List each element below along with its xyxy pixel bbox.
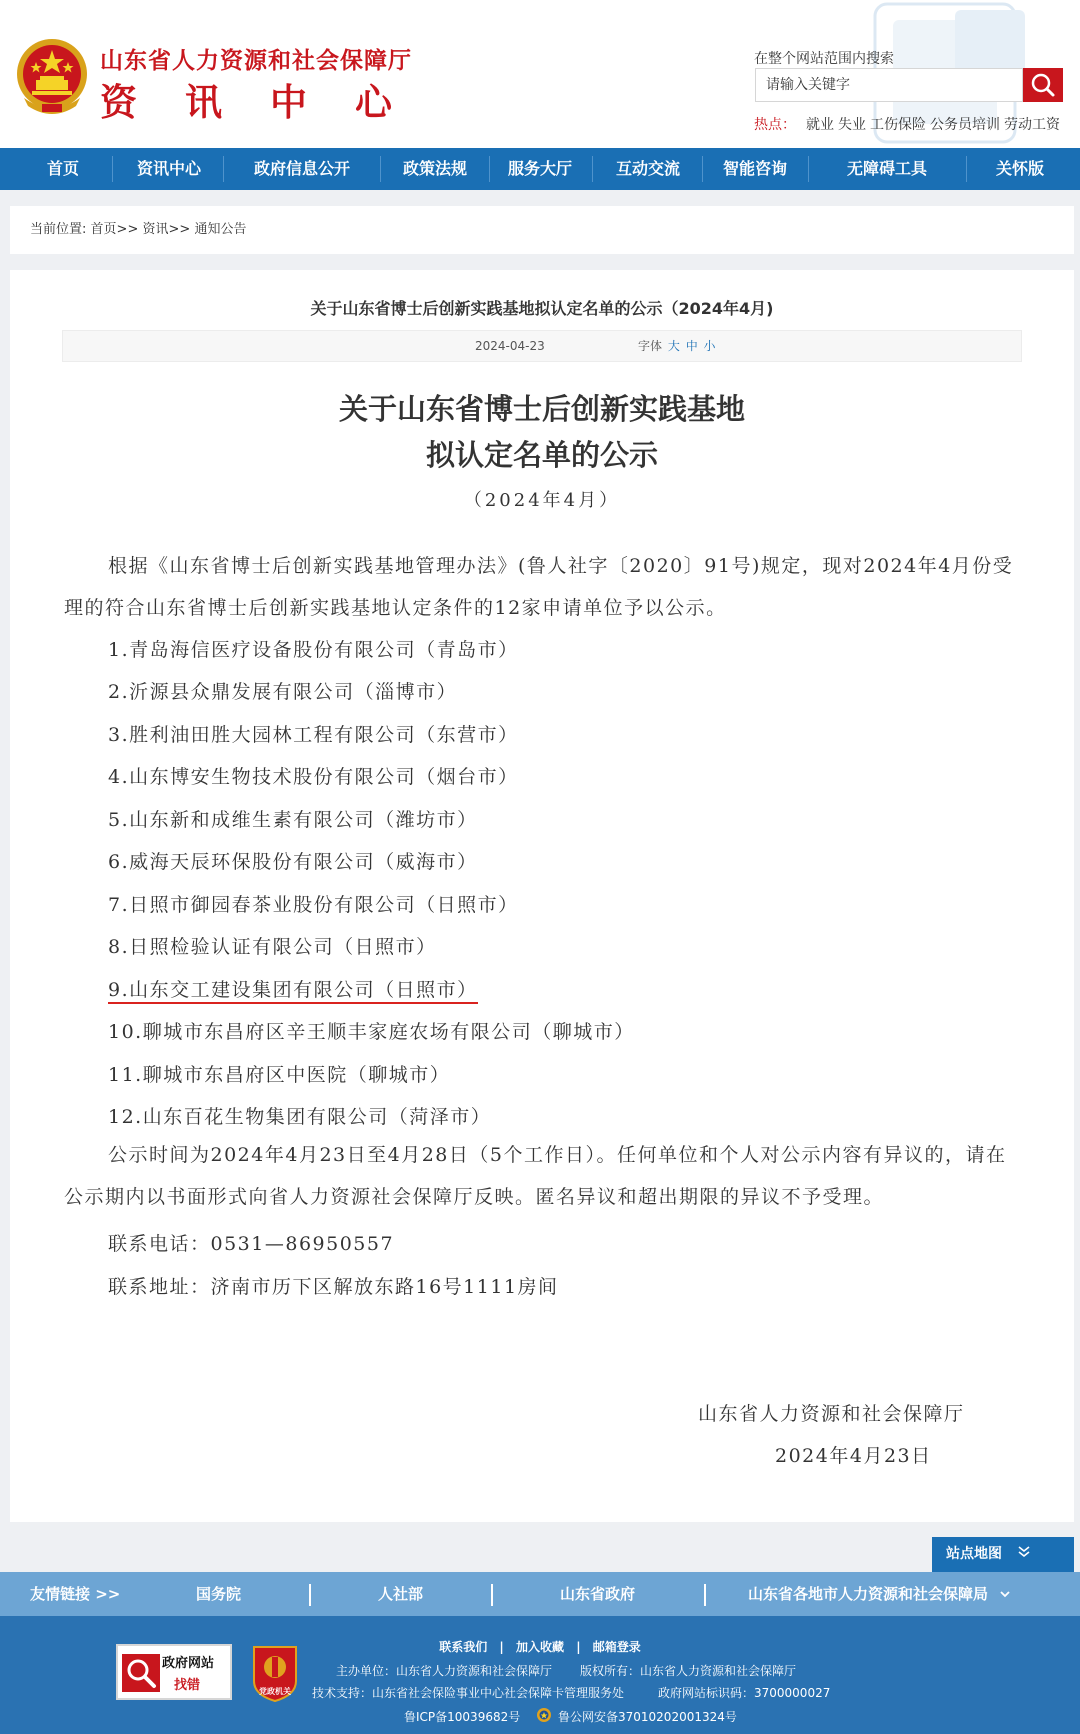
article-title-line: 拟认定名单的公示 — [425, 438, 658, 472]
nav-gov-info[interactable]: 政府信息公开 — [253, 159, 350, 178]
intro-paragraph: 根据《山东省博士后创新实践基地管理办法》(鲁人社字〔2020〕91号)规定，现对2024年4月份受理的符合山东省博士后创新实践基地认定条件的12家申请单位予以公示。 — [64, 555, 1014, 619]
nav-divider — [380, 156, 381, 182]
nav-divider — [808, 156, 809, 182]
footer-host: 主办单位：山东省人力资源和社会保障厅 — [336, 1664, 553, 1678]
hot-keyword-link[interactable]: 工伤保险 — [870, 117, 926, 133]
footer-site-id: 政府网站标识码：3700000027 — [658, 1686, 831, 1700]
footer-copyright: 版权所有：山东省人力资源和社会保障厅 — [580, 1664, 797, 1678]
company-list-item: 2.沂源县众鼎发展有限公司（淄博市） — [108, 681, 458, 703]
party-gov-badge[interactable] — [248, 1643, 302, 1703]
link-shandong-gov[interactable]: 山东省政府 — [560, 1585, 636, 1603]
search-button[interactable] — [1023, 68, 1063, 102]
footer-icp[interactable]: 鲁ICP备10039682号 — [404, 1710, 521, 1724]
company-list-item: 8.日照检验认证有限公司（日照市） — [108, 936, 437, 958]
nav-divider — [223, 156, 224, 182]
font-size-large[interactable]: 大 — [667, 339, 680, 353]
hot-label: 热点： — [754, 117, 796, 133]
hot-keyword-link[interactable]: 就业 — [806, 117, 834, 133]
national-emblem-icon — [14, 36, 90, 116]
font-size-small[interactable]: 小 — [703, 339, 716, 353]
company-list-item: 4.山东博安生物技术股份有限公司（烟台市） — [108, 766, 519, 788]
company-list-item: 12.山东百花生物集团有限公司（菏泽市） — [108, 1106, 492, 1128]
gov-site-error-badge[interactable] — [116, 1644, 232, 1700]
friendly-links-bar — [0, 1572, 1080, 1616]
breadcrumb-notices[interactable]: 通知公告 — [194, 222, 247, 237]
breadcrumb-separator: >> — [168, 222, 191, 237]
hot-keyword-link[interactable]: 公务员培训 — [930, 117, 1000, 133]
site-footer — [0, 1616, 1080, 1734]
article-date: 2024-04-23 — [475, 339, 545, 353]
nav-divider — [592, 156, 593, 182]
breadcrumb-separator: >> — [116, 222, 139, 237]
nav-divider — [966, 156, 967, 182]
nav-news-center[interactable]: 资讯中心 — [136, 159, 201, 178]
font-size-label: 字体 — [638, 339, 663, 353]
nav-divider — [702, 156, 703, 182]
nav-accessibility[interactable]: 无障碍工具 — [846, 159, 927, 178]
search-icon — [1023, 68, 1063, 102]
site-subtitle: 资讯中心 — [100, 81, 440, 124]
article-meta-bar — [62, 330, 1022, 362]
company-list-item: 11.聊城市东昌府区中医院（聊城市） — [108, 1064, 451, 1086]
hot-keyword-link[interactable]: 劳动工资 — [1004, 117, 1060, 133]
footer-link-divider: | — [576, 1640, 581, 1654]
breadcrumb-prefix: 当前位置: — [30, 222, 87, 237]
footer-link-divider: | — [499, 1640, 504, 1654]
site-name: 山东省人力资源和社会保障厅 — [100, 48, 412, 74]
nav-policies[interactable]: 政策法规 — [402, 159, 467, 178]
article-header-title: 关于山东省博士后创新实践基地拟认定名单的公示（2024年4月) — [310, 299, 774, 318]
links-divider — [309, 1584, 311, 1606]
police-emblem-icon — [536, 1707, 552, 1723]
friendly-links-label: 友情链接 >> — [30, 1585, 121, 1603]
font-size-medium[interactable]: 中 — [685, 339, 698, 353]
company-list-item — [108, 975, 478, 1002]
nav-home[interactable]: 首页 — [46, 159, 79, 178]
search-box — [755, 68, 1023, 102]
article-title — [10, 386, 1074, 478]
footer-police-record[interactable]: 鲁公网安备37010202001324号 — [558, 1710, 737, 1724]
link-state-council[interactable]: 国务院 — [196, 1585, 242, 1603]
period-paragraph: 公示时间为2024年4月23日至4月28日（5个工作日）。任何单位和个人对公示内容有异议的，请在公示期内以书面形式向省人力资源社会保障厅反映。匿名异议和超出期限的异议不予受理。 — [64, 1144, 1007, 1208]
breadcrumb-news[interactable]: 资讯 — [142, 222, 169, 237]
signature-date: 2024年4月23日 — [775, 1445, 932, 1467]
company-list-item: 10.聊城市东昌府区辛王顺丰家庭农场有限公司（聊城市） — [108, 1021, 635, 1043]
link-city-bureaus[interactable] — [748, 1572, 1011, 1616]
company-list-item: 5.山东新和成维生素有限公司（潍坊市） — [108, 809, 478, 831]
footer-mail-link[interactable]: 邮箱登录 — [592, 1640, 641, 1654]
site-header — [0, 0, 1080, 148]
contact-address: 联系地址：济南市历下区解放东路16号1111房间 — [108, 1276, 559, 1298]
article-title-line: 关于山东省博士后创新实践基地 — [338, 392, 745, 426]
footer-contact-link[interactable]: 联系我们 — [439, 1640, 488, 1654]
company-list-item: 7.日照市御园春茶业股份有限公司（日照市） — [108, 894, 519, 916]
link-city-bureaus-label: 山东省各地市人力资源和社会保障局 — [748, 1585, 989, 1603]
font-size-switcher — [638, 331, 716, 361]
link-mohrss[interactable]: 人社部 — [378, 1585, 424, 1603]
nav-interaction[interactable]: 互动交流 — [615, 159, 680, 178]
nav-service-hall[interactable]: 服务大厅 — [507, 159, 572, 178]
company-list-item: 6.威海天辰环保股份有限公司（威海市） — [108, 851, 478, 873]
hot-keywords — [754, 114, 1064, 134]
footer-tech-support: 技术支持：山东省社会保险事业中心社会保障卡管理服务处 — [312, 1686, 625, 1700]
article-panel — [10, 270, 1074, 1522]
search-input[interactable] — [756, 69, 1016, 101]
nav-care-version[interactable]: 关怀版 — [995, 159, 1044, 178]
company-list-item: 1.青岛海信医疗设备股份有限公司（青岛市） — [108, 639, 519, 661]
magnifier-icon — [120, 1652, 162, 1694]
party-badge-label: 党政机关 — [259, 1687, 291, 1696]
hot-keyword-link[interactable]: 失业 — [838, 117, 866, 133]
signature-org: 山东省人力资源和社会保障厅 — [698, 1403, 965, 1425]
article-subdate: （2024年4月） — [463, 490, 621, 511]
main-nav — [0, 148, 1080, 190]
nav-divider — [112, 156, 113, 182]
chevron-double-down-icon — [1017, 1546, 1031, 1558]
footer-favorite-link[interactable]: 加入收藏 — [515, 1640, 564, 1654]
breadcrumb-home[interactable]: 首页 — [90, 222, 117, 237]
highlighted-company: 9.山东交工建设集团有限公司（日照市） — [108, 979, 478, 1004]
sitemap-button[interactable] — [932, 1537, 1074, 1572]
nav-smart-consult[interactable]: 智能咨询 — [722, 159, 787, 178]
contact-phone: 联系电话：0531—86950557 — [108, 1233, 395, 1255]
links-divider — [491, 1584, 493, 1606]
search-label: 在整个网站范围内搜索 — [754, 51, 894, 67]
sitemap-label: 站点地图 — [946, 1546, 1002, 1562]
breadcrumb — [10, 206, 1074, 254]
links-divider — [704, 1584, 706, 1606]
gov-badge-line2: 找错 — [174, 1678, 201, 1693]
chevron-down-icon — [999, 1589, 1011, 1599]
gov-badge-line1: 政府网站 — [162, 1656, 215, 1671]
company-list-item: 3.胜利油田胜大园林工程有限公司（东营市） — [108, 724, 519, 746]
